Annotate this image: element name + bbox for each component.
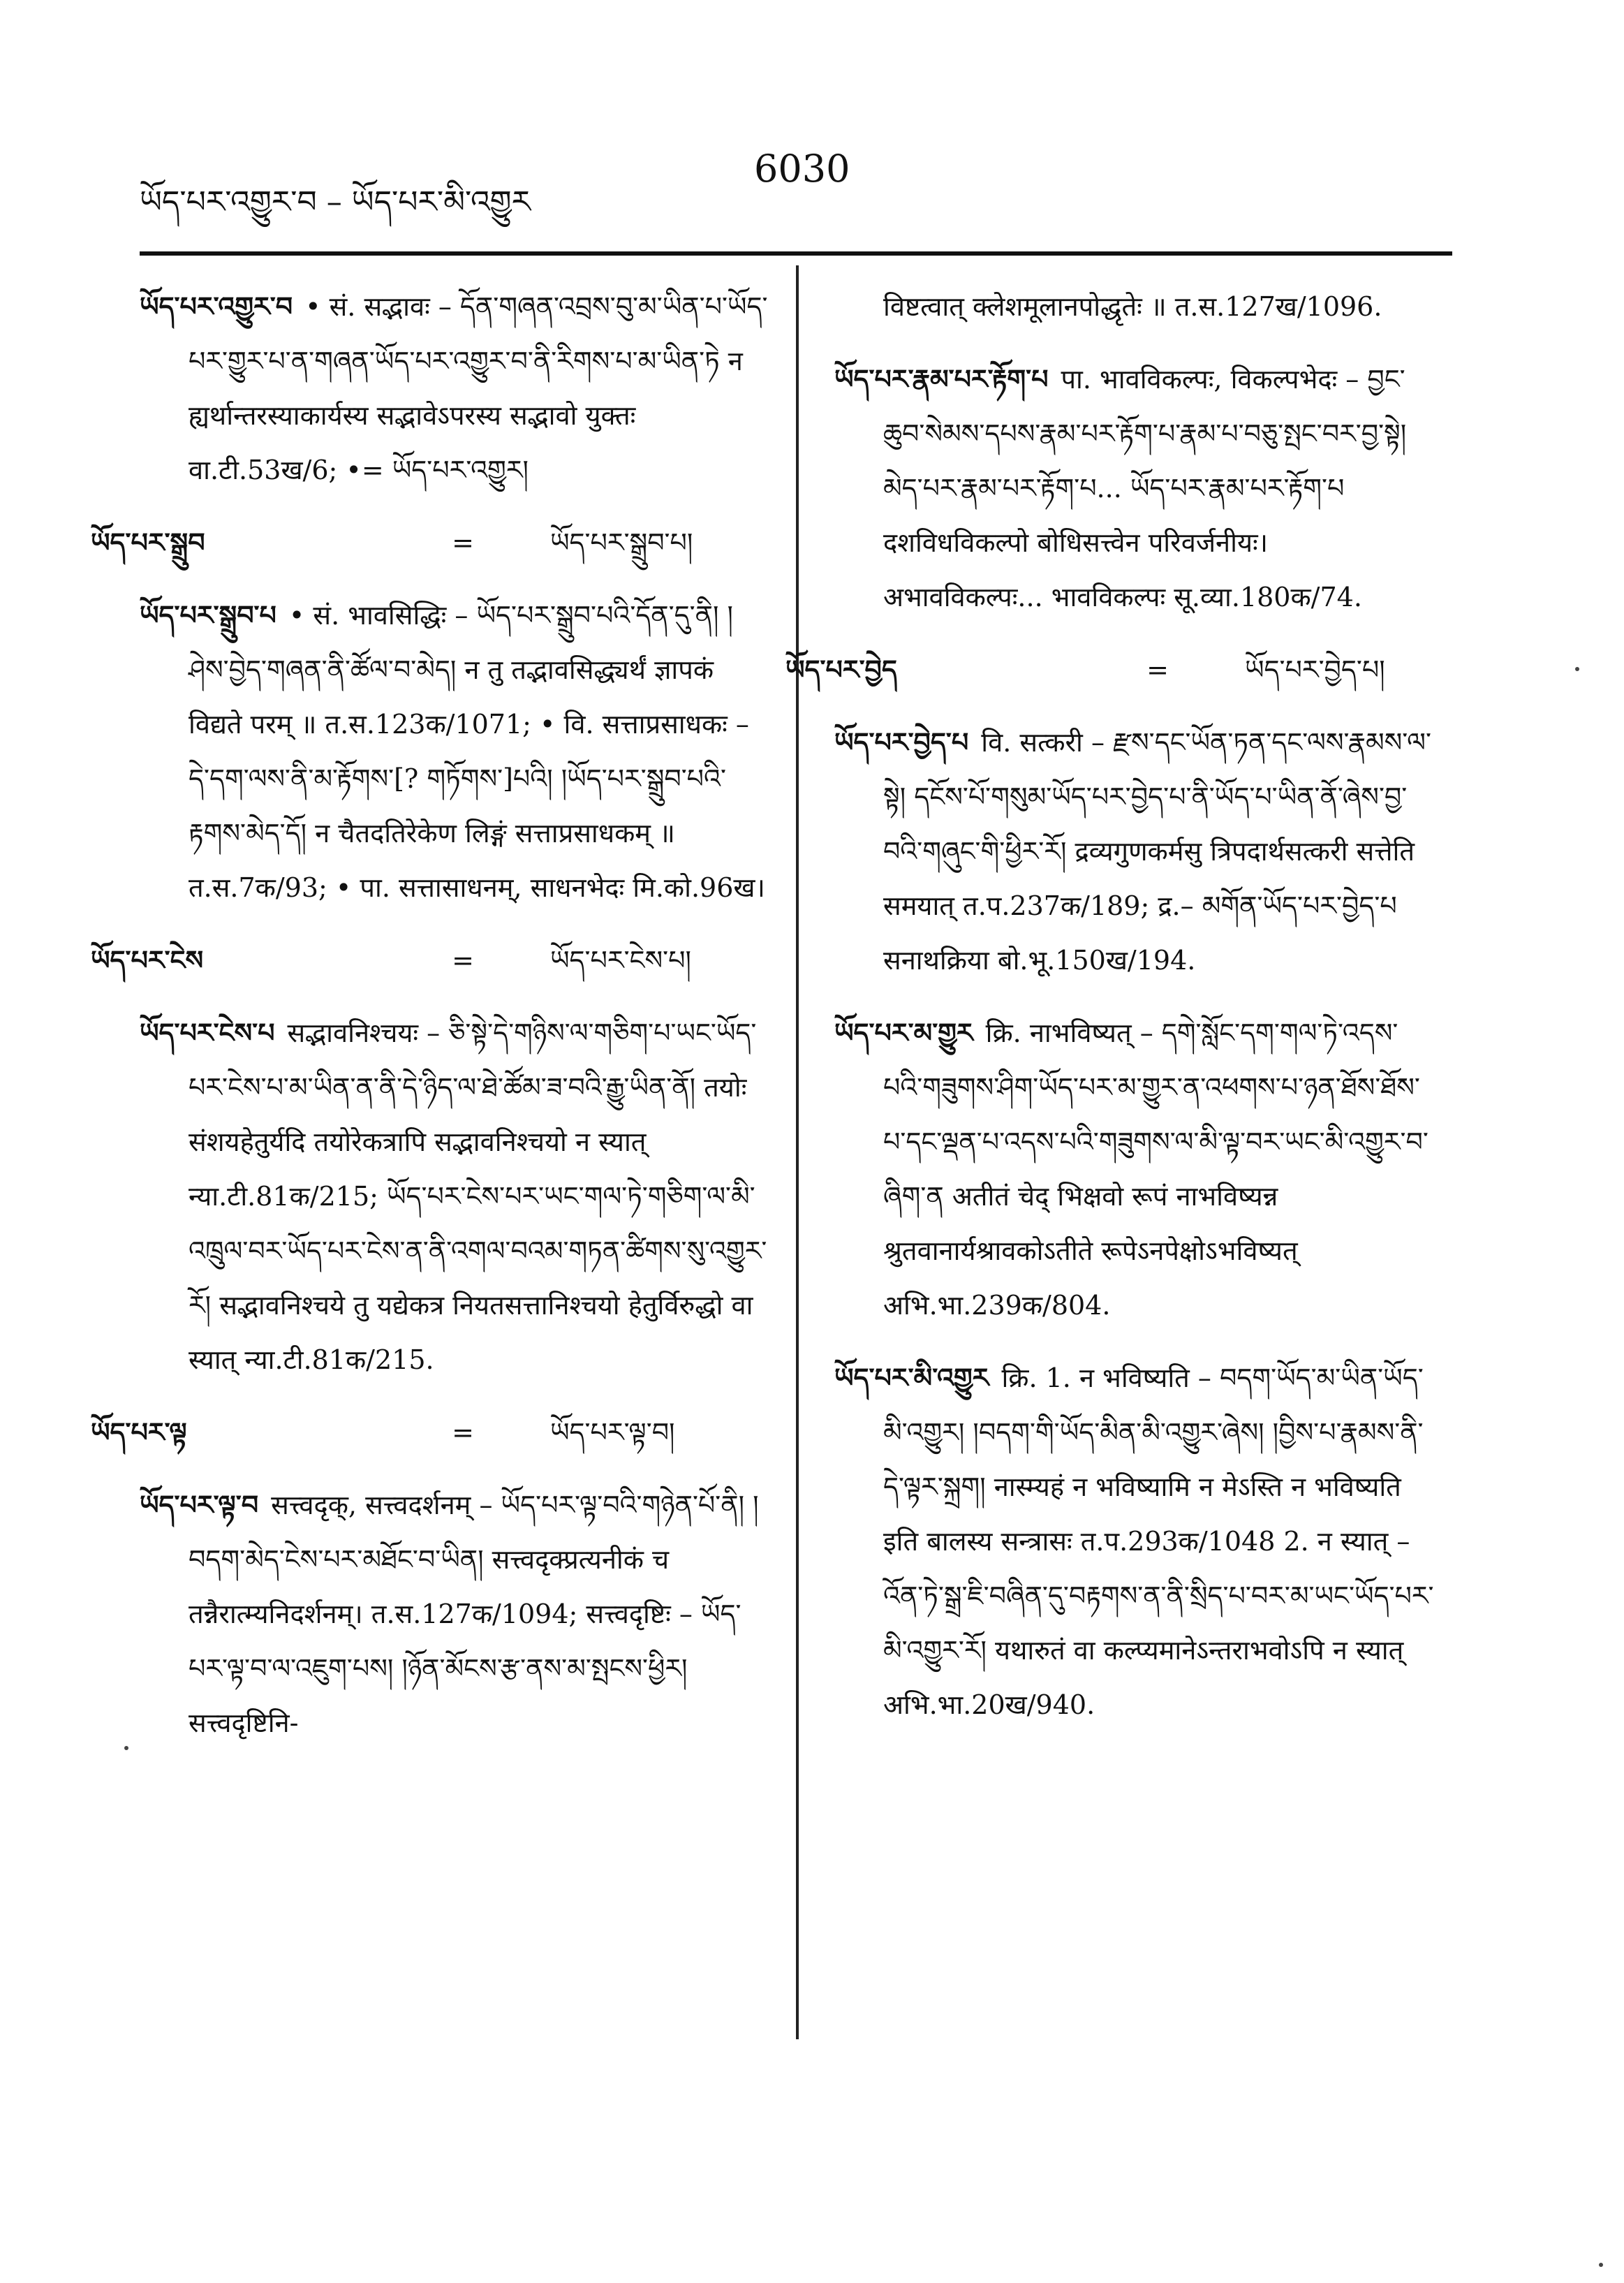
- entry-body: पा. भावविकल्पः, विकल्पभेदः – བྱང་ཆུབ་སེམས་དཔས་རྣམ་པར་རྟོག་པ་རྣམ་པ་བཅུ་སྤང་བར་བྱ་སྟེ། མེད་པར་རྣམ་པར་རྟོག་པ... ཡོད་པར་རྣམ་པར་རྟོག་པ दशविधविकल्पो बोधिसत्त्वेन परिवर्जनीयः। अभावविकल्पः... भावविकल्पः सू.व्या.180क/74.: [883, 364, 1407, 612]
- equals-sign: =: [452, 527, 474, 558]
- entry-headword: ཡོད་པར་ངེས་པ: [140, 1018, 275, 1048]
- cross-reference-target: ཡོད་པར་སྒྲུབ་པ།: [550, 527, 693, 558]
- cross-reference-entry: [785, 643, 1435, 697]
- entry-body: क्रि. नाभविष्यत् – དགེ་སློང་དག་གལ་ཏེ་འདས་པའི་གཟུགས་ཤིག་ཡོད་པར་མ་གྱུར་ན་འཕགས་པ་ཉན་ཐོས་ཐོས་པ་དང་ལྡན་པ་འདས་པའི་གཟུགས་ལ་མི་ལྟ་བར་ཡང་མི་འགྱུར་བ་ཞིག་ན अतीतं चेद् भिक्षवो रूपं नाभविष्यन्न श्रुतवानार्यश्रावकोऽतीते रूपेऽनपेक्षोऽभविष्यत् अभि.भा.239क/804.: [883, 1018, 1429, 1321]
- entry-body: • सं. भावसिद्धिः – ཡོད་པར་སྒྲུབ་པའི་དོན་དུ་ནི། །ཤེས་བྱེད་གཞན་ནི་ཚོལ་བ་མེད། न तु तद्भावसिद्ध्यर्थं ज्ञापकं विद्यते परम् ॥ त.स.123क/1071; • वि. सत्ताप्रसाधकः – དེ་དག་ལས་ནི་མ་རྟོགས་[? གཏོགས་]པའི། །ཡོད་པར་སྒྲུབ་པའི་རྟགས་མེད་དོ། न चैतदतिरेकेण लिङ्गं सत्ताप्रसाधकम् ॥ त.स.7क/93; • पा. सत्तासाधनम्, साधनभेदः मि.को.96ख।: [189, 600, 765, 903]
- entry-headword: ཡོད་པར་ངེས: [91, 945, 204, 976]
- entry-headword: ཡོད་པར་མི་འགྱུར: [834, 1363, 989, 1393]
- cross-reference-target: ཡོད་པར་ངེས་པ།: [550, 945, 691, 976]
- page-number: 6030: [754, 147, 850, 191]
- entry-headword: ཡོད་པར་ལྟ་བ: [140, 1490, 259, 1520]
- column-divider: [796, 265, 799, 2039]
- entry-body: क्रि. 1. न भविष्यति – བདག་ཡོད་མ་ཡིན་ཡོད་མི་འགྱུར། །བདག་གི་ཡོད་མིན་མི་འགྱུར་ཞེས། །བྱིས་པ་རྣམས་ནི་དེ་ལྟར་སྐྲག། नास्म्यहं न भविष्यामि न मेऽस्ति न भविष्यति इति बालस्य सन्त्रासः त.प.293क/1048 2. न स्यात् – འོན་ཏེ་སྒྲ་ཇི་བཞིན་དུ་བརྟགས་ན་ནི་སྲིད་པ་བར་མ་ཡང་ཡོད་པར་མི་འགྱུར་རོ། यथारुतं वा कल्प्यमानेऽन्तराभवोऽपि न स्यात् अभि.भा.20ख/940.: [883, 1363, 1434, 1720]
- dictionary-entry: [140, 588, 768, 915]
- entry-body: • सं. सद्भावः – དོན་གཞན་འབྲས་བུ་མ་ཡིན་པ་ཡོད་པར་གྱུར་པ་ན་གཞན་ཡོད་པར་འགྱུར་བ་ནི་རིགས་པ་མ་ཡིན་ཏེ न ह्यर्थान्तरस्याकार्यस्य सद्भावेऽपरस्य सद्भावो युक्तः वा.टी.53ख/6; •= ཡོད་པར་འགྱུར།: [189, 291, 768, 485]
- entry-headword: ཡོད་པར་ལྟ: [91, 1417, 187, 1448]
- dictionary-entry: [140, 1478, 768, 1750]
- header-rule: [140, 251, 1452, 256]
- dictionary-entry: [140, 1006, 768, 1387]
- equals-sign: =: [452, 945, 474, 976]
- right-column: [785, 279, 1435, 1750]
- entry-continuation: विष्टत्वात् क्लेशमूलानपोद्धृतेः ॥ त.स.127ख/1096.: [883, 291, 1382, 322]
- entry-headword: ཡོད་པར་བྱེད་པ: [834, 727, 969, 758]
- scan-speck: [124, 1746, 128, 1750]
- equals-sign: =: [1146, 654, 1169, 685]
- entry-headword: ཡོད་པར་མ་གྱུར: [834, 1018, 973, 1048]
- dictionary-entry: [140, 279, 768, 497]
- cross-reference-entry: [91, 933, 768, 988]
- scan-speck: [1599, 2263, 1603, 2267]
- entry-body: सत्त्वदृक्, सत्त्वदर्शनम् – ཡོད་པར་ལྟ་བའི་གཉེན་པོ་ནི། །བདག་མེད་ངེས་པར་མཐོང་བ་ཡིན། सत्त्वदृक्प्रत्यनीकं च तन्नैरात्म्यनिदर्शनम्। त.स.127क/1094; सत्त्वदृष्टिः – ཡོད་པར་ལྟ་བ་ལ་འཇུག་པས། །ཉོན་མོངས་རྩ་ནས་མ་སྤངས་ཕྱིར། सत्त्वदृष्टिनि-: [189, 1490, 759, 1738]
- entry-headword: ཡོད་པར་སྒྲུབ་པ: [140, 600, 276, 631]
- entry-headword: ཡོད་པར་འགྱུར་བ: [140, 291, 293, 322]
- dictionary-entry: [834, 1006, 1435, 1333]
- page-header: [133, 147, 1459, 223]
- running-head: ཡོད་པར་འགྱུར་བ – ཡོད་པར་མི་འགྱུར: [140, 184, 531, 220]
- entry-body: सद्भावनिश्चयः – ཅི་སྟེ་དེ་གཉིས་ལ་གཅིག་པ་ཡང་ཡོད་པར་ངེས་པ་མ་ཡིན་ན་ནི་དེ་ཉིད་ལ་ཐེ་ཚོམ་ཟ་བའི་རྒྱུ་ཡིན་ནོ། तयोः संशयहेतुर्यदि तयोरेकत्रापि सद्भावनिश्चयो न स्यात् न्या.टी.81क/215; ཡོད་པར་ངེས་པར་ཡང་གལ་ཏེ་གཅིག་ལ་མི་འཁྲུལ་བར་ཡོད་པར་ངེས་ན་ནི་འགལ་བའམ་གཏན་ཚིགས་སུ་འགྱུར་རོ། सद्भावनिश्चये तु यद्येकत्र नियतसत्तानिश्चयो हेतुर्विरुद्धो वा स्यात् न्या.टी.81क/215.: [189, 1018, 767, 1375]
- cross-reference-target: ཡོད་པར་བྱེད་པ།: [1245, 654, 1385, 685]
- dictionary-entry: [834, 1351, 1435, 1732]
- cross-reference-target: ཡོད་པར་ལྟ་བ།: [550, 1417, 675, 1448]
- entry-headword: ཡོད་པར་སྒྲུབ: [91, 527, 205, 558]
- entry-body: वि. सत्करी – རྫས་དང་ཡོན་ཏན་དང་ལས་རྣམས་ལ་སྟེ། དངོས་པོ་གསུམ་ཡོད་པར་བྱེད་པ་ནི་ཡོད་པ་ཡིན་ནོ་ཞེས་བྱ་བའི་གཞུང་གི་ཕྱིར་རོ། द्रव्यगुणकर्मसु त्रिपदार्थसत्करी सत्तेति समयात् त.प.237क/189; द्र.– མགོན་ཡོད་པར་བྱེད་པ सनाथक्रिया बो.भू.150ख/194.: [883, 727, 1431, 976]
- entry-headword: ཡོད་པར་བྱེད: [785, 654, 897, 685]
- scan-speck: [1575, 667, 1579, 671]
- equals-sign: =: [452, 1417, 474, 1448]
- cross-reference-entry: [91, 515, 768, 570]
- left-column: [91, 279, 768, 1768]
- entry-headword: ཡོད་པར་རྣམ་པར་རྟོག་པ: [834, 364, 1049, 395]
- dictionary-entry: [834, 352, 1435, 624]
- dictionary-entry: [834, 715, 1435, 988]
- cross-reference-entry: [91, 1405, 768, 1460]
